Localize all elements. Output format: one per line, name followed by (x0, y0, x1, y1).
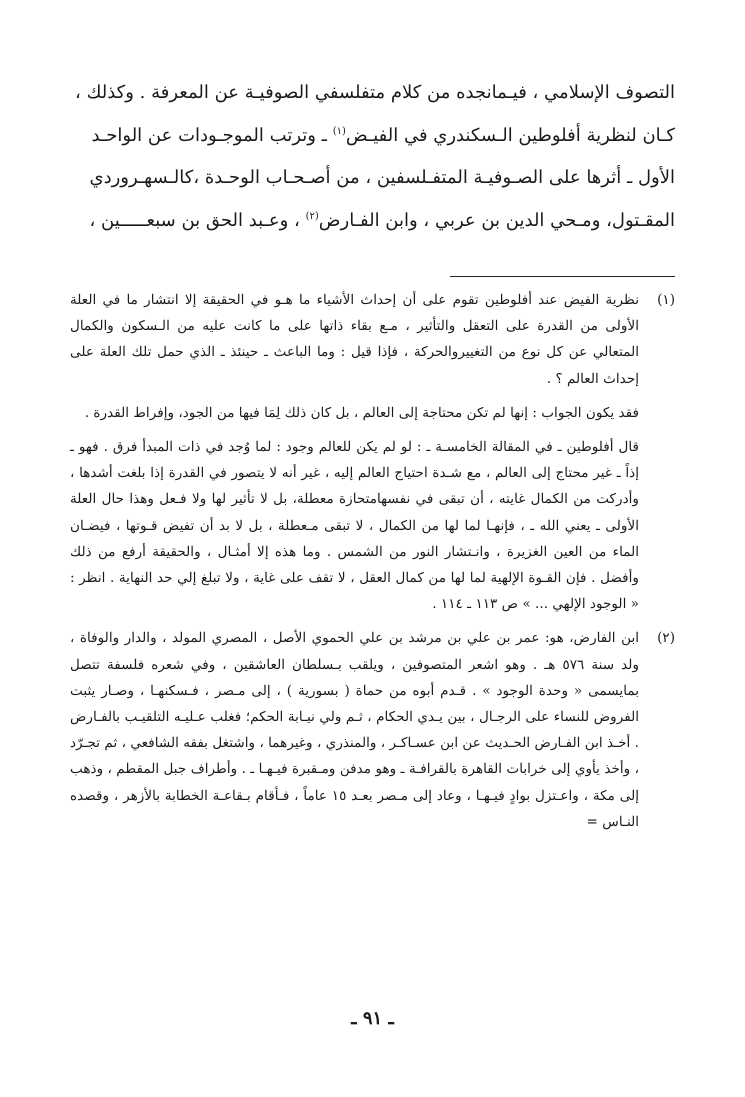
footnote-ref-2: (٢) (305, 210, 319, 222)
body-line-part: ـ وترتب الموجـودات عن الواحـد (91, 124, 333, 146)
footnote-separator (450, 276, 675, 277)
footnote-paragraph: فقد يكون الجواب : إنها لم تكن محتاجة إلى العالم ، بل كان ذلك لِمَا فيها من الجود، وإفراط القدرة . (84, 404, 639, 421)
page-content (70, 72, 675, 835)
footnote-ref-1: (١) (332, 125, 346, 137)
body-line-part: كـان لنظرية أفلوطين الـسكندري في الفيـض (345, 124, 675, 146)
footnotes (70, 287, 675, 835)
page-number: ـ ٩١ ـ (351, 1008, 394, 1029)
footnote-paragraph: ابن الفارض، هو: عمر بن علي بن مرشد بن علي الحموي الأصل ، المصري المولد ، والدار والوفاة ، ولد سنة ٥٧٦ هـ . وهو اشعر المتصوفين ، ويلقب بـسلطان العاشقين ، وفي شعره فلسفة تتصل بمايسمى « وحدة الوجود » . قـدم أبوه من حماة ( بسورية ) ، إلى مـصر ، فـسكنهـا ، وصـار يثبت الفروض للنساء على الرجـال ، بين يـدي الحكام ، ثـم ولي نيـابة الحكم؛ فغلب عـليـه التلقيـب بالفـارض . أخـذ ابن الفـارض الحـديث عن ابن عسـاكـر ، والمنذري ، وغيرهما ، واشتغل بفقه الشافعي ، ثم تجـرّد ، وأخذ يأوي إلى خرابات القاهرة بالقرافـة ـ وهو مدفن ومـقبرة فيـهـا ـ . وأطراف جبل المقطم ، وذهب إلى مكة ، واعـتزل بوادٍ فيـهـا ، وعاد إلى مـصر بعـد ١٥ عاماً ، فـأقام بـقاعـة الخطابة بالأزهر ، وقصده النـاس = (70, 630, 640, 830)
footnote-number: (١) (657, 292, 675, 308)
body-line (70, 115, 675, 158)
main-text (70, 72, 675, 242)
body-line-part: ، وعـبد الحق بن سبعـــــين ، (89, 209, 306, 231)
footnote-number: (٢) (657, 630, 675, 647)
body-line: الأول ـ أثرها على الصـوفيـة المتفـلسفين ، من أصـحـاب الوحـدة ،كالـسهـروردي (89, 167, 675, 188)
body-line: التصوف الإسلامي ، فيـمانجده من كلام متفلسفي الصوفيـة عن المعرفة . وكذلك ، (75, 82, 675, 103)
body-line (70, 200, 675, 243)
footnote-2 (70, 625, 675, 835)
body-line-part: المقـتول، ومـحي الدين بن عربي ، وابن الفـارض (318, 209, 675, 231)
footnote-paragraph: قال أفلوطين ـ في المقالة الخامسـة ـ : لو لم يكن للعالم وجود : لما وُجد في ذات المبدأ فرق . فهو ـ إذاً ـ غير محتاج إلى العالم ، مع شـدة احتياج العالم إليه ، غير أنه لا يتصور في القدرة إذا بلغت أشدها ، وأدركت من الكمال غايته ، أن تبقى في نفسهامتحازة معطلة، بل لا تأثير لها ولا فـعل وهذا حال العلة الأولى ـ يعني الله ـ ، فإنهـا لما لها من الكمال ، لا تبقى مـعطلة ، بل لا بد أن تفيض قـوتها ، فيضـان الماء من العين الغزيرة ، وانـتشار النور من الشمس . وما هذه إلا أمثـال ، والحقيقة أرفع من ذلك وأفضل . فإن القـوة الإلهية لما لها من كمال العقل ، لا تقف على غاية ، ولا تبلغ إلي حد النهاية . انظر : « الوجود الإلهي ... » ص ١١٣ ـ ١١٤ . (70, 439, 639, 613)
footnote-paragraph: نظرية الفيض عند أفلوطين تقوم على أن إحداث الأشياء ما هـو في الحقيقة إلا انتشار ما في العلة الأولى من القدرة على التعقل والتأثير ، مـع بقاء ذاتها على ما كانت عليه من الـسكون والكمال المتعالي عن كل نوع من التغييروالحركة ، فإذا قيل : وما الباعث ـ حينئذ ـ الذي حمل تلك العلة على إحداث العالم ؟ . (70, 292, 639, 387)
footnote-1 (70, 287, 675, 617)
